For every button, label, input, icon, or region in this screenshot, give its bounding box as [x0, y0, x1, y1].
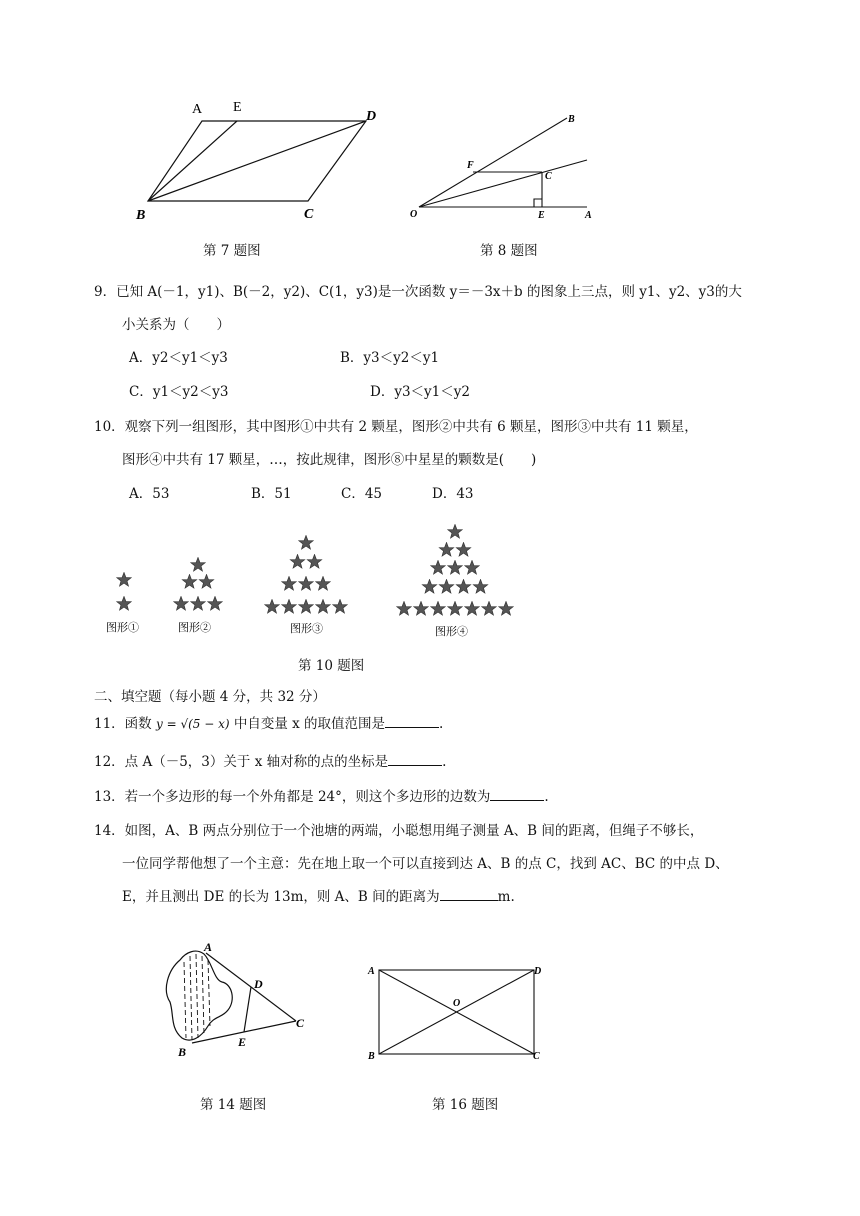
fig8-label-c: C — [545, 171, 552, 182]
fig7-label-d: D — [366, 109, 377, 124]
q10-option-c: C．45 — [341, 486, 383, 502]
star-icon — [290, 554, 304, 568]
fig7-label-c: C — [304, 207, 314, 222]
star-icon — [316, 599, 330, 613]
q9-option-c: C．y1＜y2＜y3 — [129, 384, 229, 400]
fig8-label-a: A — [585, 210, 592, 221]
q11-answer-blank[interactable] — [385, 714, 439, 728]
q11-end: . — [439, 716, 444, 732]
star-icon — [174, 596, 188, 610]
star-icon — [117, 596, 131, 610]
fig8-label-f: F — [467, 160, 474, 171]
star-icon — [448, 560, 462, 574]
q11 — [94, 714, 443, 734]
fig7-label-a: A — [192, 102, 203, 117]
star-icon — [465, 560, 479, 574]
star-icon — [431, 560, 445, 574]
star-icon — [282, 599, 296, 613]
q12 — [94, 752, 446, 772]
star-pattern-figure — [100, 518, 530, 643]
fig16-label-b: B — [368, 1051, 375, 1062]
fig16-label-a: A — [368, 966, 375, 977]
figure-16 — [365, 958, 550, 1063]
fig7-label-e: E — [233, 100, 242, 115]
star-icon — [182, 574, 196, 588]
star-icon — [191, 596, 205, 610]
fig16-label-d: D — [534, 966, 542, 977]
fig8-label-o: O — [410, 209, 418, 220]
q14-answer-blank[interactable] — [440, 887, 498, 901]
fig14-label-e: E — [238, 1035, 247, 1049]
fig8-caption: 第 8 题图 — [480, 243, 538, 259]
star-icon — [482, 601, 496, 615]
star-icon — [414, 601, 428, 615]
star-icon — [299, 535, 313, 549]
figure-label-1: 图形① — [106, 622, 139, 634]
q11-prefix: 11．函数 — [94, 716, 152, 732]
q12-prefix: 12．点 A（－5，3）关于 x 轴对称的点的坐标是 — [94, 754, 389, 770]
star-icon — [208, 596, 222, 610]
fig7-label-b: B — [136, 208, 146, 223]
q9-option-a: A．y2＜y1＜y3 — [129, 350, 228, 366]
q12-answer-blank[interactable] — [388, 752, 442, 766]
star-icon — [397, 601, 411, 615]
q13-end: . — [544, 789, 549, 805]
q10-option-b: B．51 — [251, 486, 292, 502]
q10-option-d: D．43 — [432, 486, 474, 502]
figure-7 — [130, 95, 390, 225]
star-icon — [439, 542, 453, 556]
star-icon — [282, 576, 296, 590]
figure-8 — [405, 108, 605, 228]
fig8-label-b: B — [568, 114, 575, 125]
fig7-caption: 第 7 题图 — [203, 243, 261, 259]
q12-end: . — [442, 754, 447, 770]
q10-line2: 图形④中共有 17 颗星，…，按此规律，图形⑧中星星的颗数是( ) — [122, 452, 537, 468]
star-icon — [316, 576, 330, 590]
q14-line3-suffix: m. — [497, 889, 515, 905]
star-icon — [499, 601, 513, 615]
q14-line3 — [122, 887, 515, 907]
figure-label-3: 图形③ — [290, 623, 323, 635]
q13-answer-blank[interactable] — [490, 787, 544, 801]
q14-line3-prefix: E，并且测出 DE 的长为 13m，则 A、B 间的距离为 — [122, 889, 440, 905]
section-2-heading: 二、填空题（每小题 4 分，共 32 分） — [94, 689, 326, 705]
q10-line1: 10．观察下列一组图形，其中图形①中共有 2 颗星，图形②中共有 6 颗星，图形③中共有 11 颗星， — [94, 419, 698, 435]
fig14-label-a: A — [204, 940, 213, 954]
figure-14 — [150, 940, 320, 1065]
star-icon — [448, 601, 462, 615]
star-icon — [117, 572, 131, 586]
figure-label-4: 图形④ — [435, 626, 468, 638]
q14-line2: 一位同学帮他想了一个主意：先在地上取一个可以直接到达 A、B 的点 C，找到 AC、BC 的中点 D、 — [122, 856, 729, 872]
fig16-label-c: C — [533, 1051, 540, 1062]
fig14-caption: 第 14 题图 — [200, 1097, 267, 1113]
q9-option-d: D．y3＜y1＜y2 — [370, 384, 470, 400]
star-icon — [465, 601, 479, 615]
q10-option-a: A．53 — [129, 486, 170, 502]
star-icon — [333, 599, 347, 613]
star-icon — [199, 574, 213, 588]
fig14-label-c: C — [296, 1016, 305, 1030]
fig14-label-b: B — [178, 1045, 187, 1059]
fig14-label-d: D — [254, 977, 263, 991]
q11-suffix: 中自变量 x 的取值范围是 — [233, 716, 386, 732]
fig10-caption: 第 10 题图 — [298, 658, 365, 674]
star-icon — [299, 576, 313, 590]
q11-formula: y = √(5 − x) — [155, 717, 230, 731]
star-icon — [448, 524, 462, 538]
fig16-label-o: O — [453, 998, 461, 1009]
q9-line2: 小关系为（ ） — [122, 317, 230, 333]
q14-line1: 14．如图，A、B 两点分别位于一个池塘的两端，小聪想用绳子测量 A、B 间的距离，但绳子不够长， — [94, 823, 704, 839]
fig16-caption: 第 16 题图 — [432, 1097, 499, 1113]
star-icon — [299, 599, 313, 613]
q13 — [94, 787, 549, 807]
star-icon — [456, 579, 470, 593]
fig8-label-e: E — [538, 210, 545, 221]
star-icon — [439, 579, 453, 593]
star-icon — [307, 554, 321, 568]
star-icon — [456, 542, 470, 556]
star-icon — [473, 579, 487, 593]
q9-option-b: B．y3＜y2＜y1 — [340, 350, 440, 366]
star-icon — [422, 579, 436, 593]
q9-line1: 9．已知 A(－1，y1)、B(－2，y2)、C(1，y3)是一次函数 y＝－3x＋b 的图象上三点，则 y1、y2、y3的大 — [94, 284, 742, 300]
figure-label-2: 图形② — [178, 622, 211, 634]
star-icon — [265, 599, 279, 613]
q13-prefix: 13．若一个多边形的每一个外角都是 24°，则这个多边形的边数为 — [94, 789, 491, 805]
star-icon — [191, 557, 205, 571]
star-icon — [431, 601, 445, 615]
